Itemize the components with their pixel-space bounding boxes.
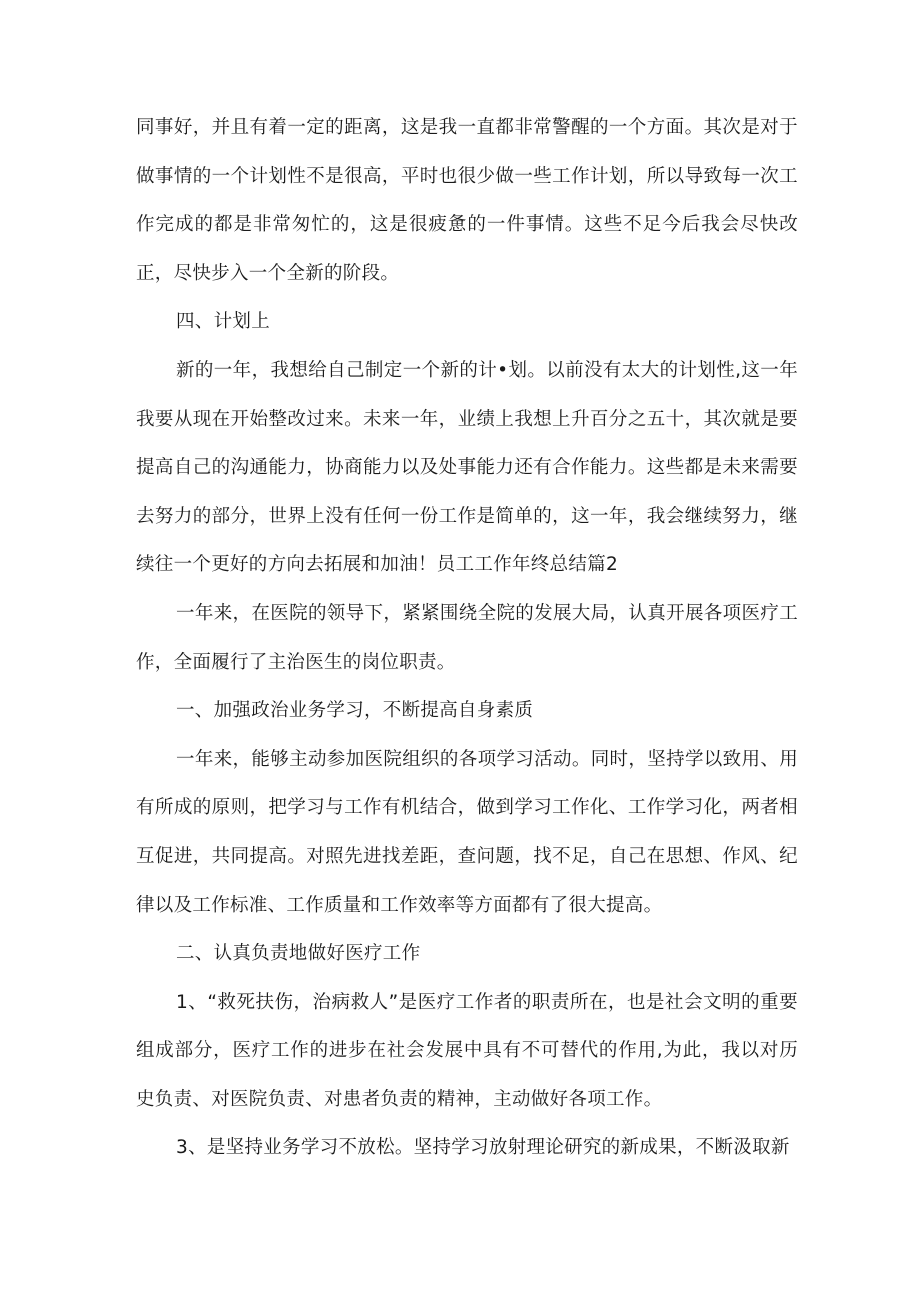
paragraph-study: 一年来，能够主动参加医院组织的各项学习活动。同时，坚持学以致用、用有所成的原则，把学习与工作有机结合，做到学习工作化、工作学习化，两者相互促进，共同提高。对照先进找差距，查问题，找不足，自己在思想、作风、纪律以及工作标准、工作质量和工作效率等方面都有了很大提高。 [136, 748, 798, 916]
paragraph-medical-3: 3、是坚持业务学习不放松。坚持学习放射理论研究的新成果，不断汲取新 [176, 1137, 790, 1159]
section-heading-study: 一、加强政治业务学习，不断提高自身素质 [176, 700, 534, 722]
section-heading-medical: 二、认真负责地做好医疗工作 [176, 943, 421, 965]
paragraph-continuation: 同事好，并且有着一定的距离，这是我一直都非常警醒的一个方面。其次是对于做事情的一个计划性不是很高，平时也很少做一些工作计划，所以导致每一次工作完成的都是非常匆忙的，这是很疲惫的一件事情。这些不足今后我会尽快改正，尽快步入一个全新的阶段。 [136, 117, 798, 284]
paragraph-medical-1: 1、“救死扶伤，治病救人”是医疗工作者的职责所在，也是社会文明的重要组成部分，医疗工作的进步在社会发展中具有不可替代的作用,为此，我以对历史负责、对医院负责、对患者负责的精神，主动做好各项工作。 [136, 991, 798, 1110]
section-heading-plan: 四、计划上 [176, 311, 271, 333]
paragraph-intro: 一年来，在医院的领导下，紧紧围绕全院的发展大局，认真开展各项医疗工作，全面履行了主治医生的岗位职责。 [136, 602, 798, 673]
document-body [136, 104, 798, 1173]
paragraph-plan: 新的一年，我想给自己制定一个新的计•划。以前没有太大的计划性,这一年我要从现在开始整改过来。未来一年，业绩上我想上升百分之五十，其次就是要提高自己的沟通能力，协商能力以及处事能力还有合作能力。这些都是未来需要去努力的部分，世界上没有任何一份工作是简单的，这一年，我会继续努力，继续往一个更好的方向去拓展和加油！员工工作年终总结篇2 [136, 359, 798, 576]
